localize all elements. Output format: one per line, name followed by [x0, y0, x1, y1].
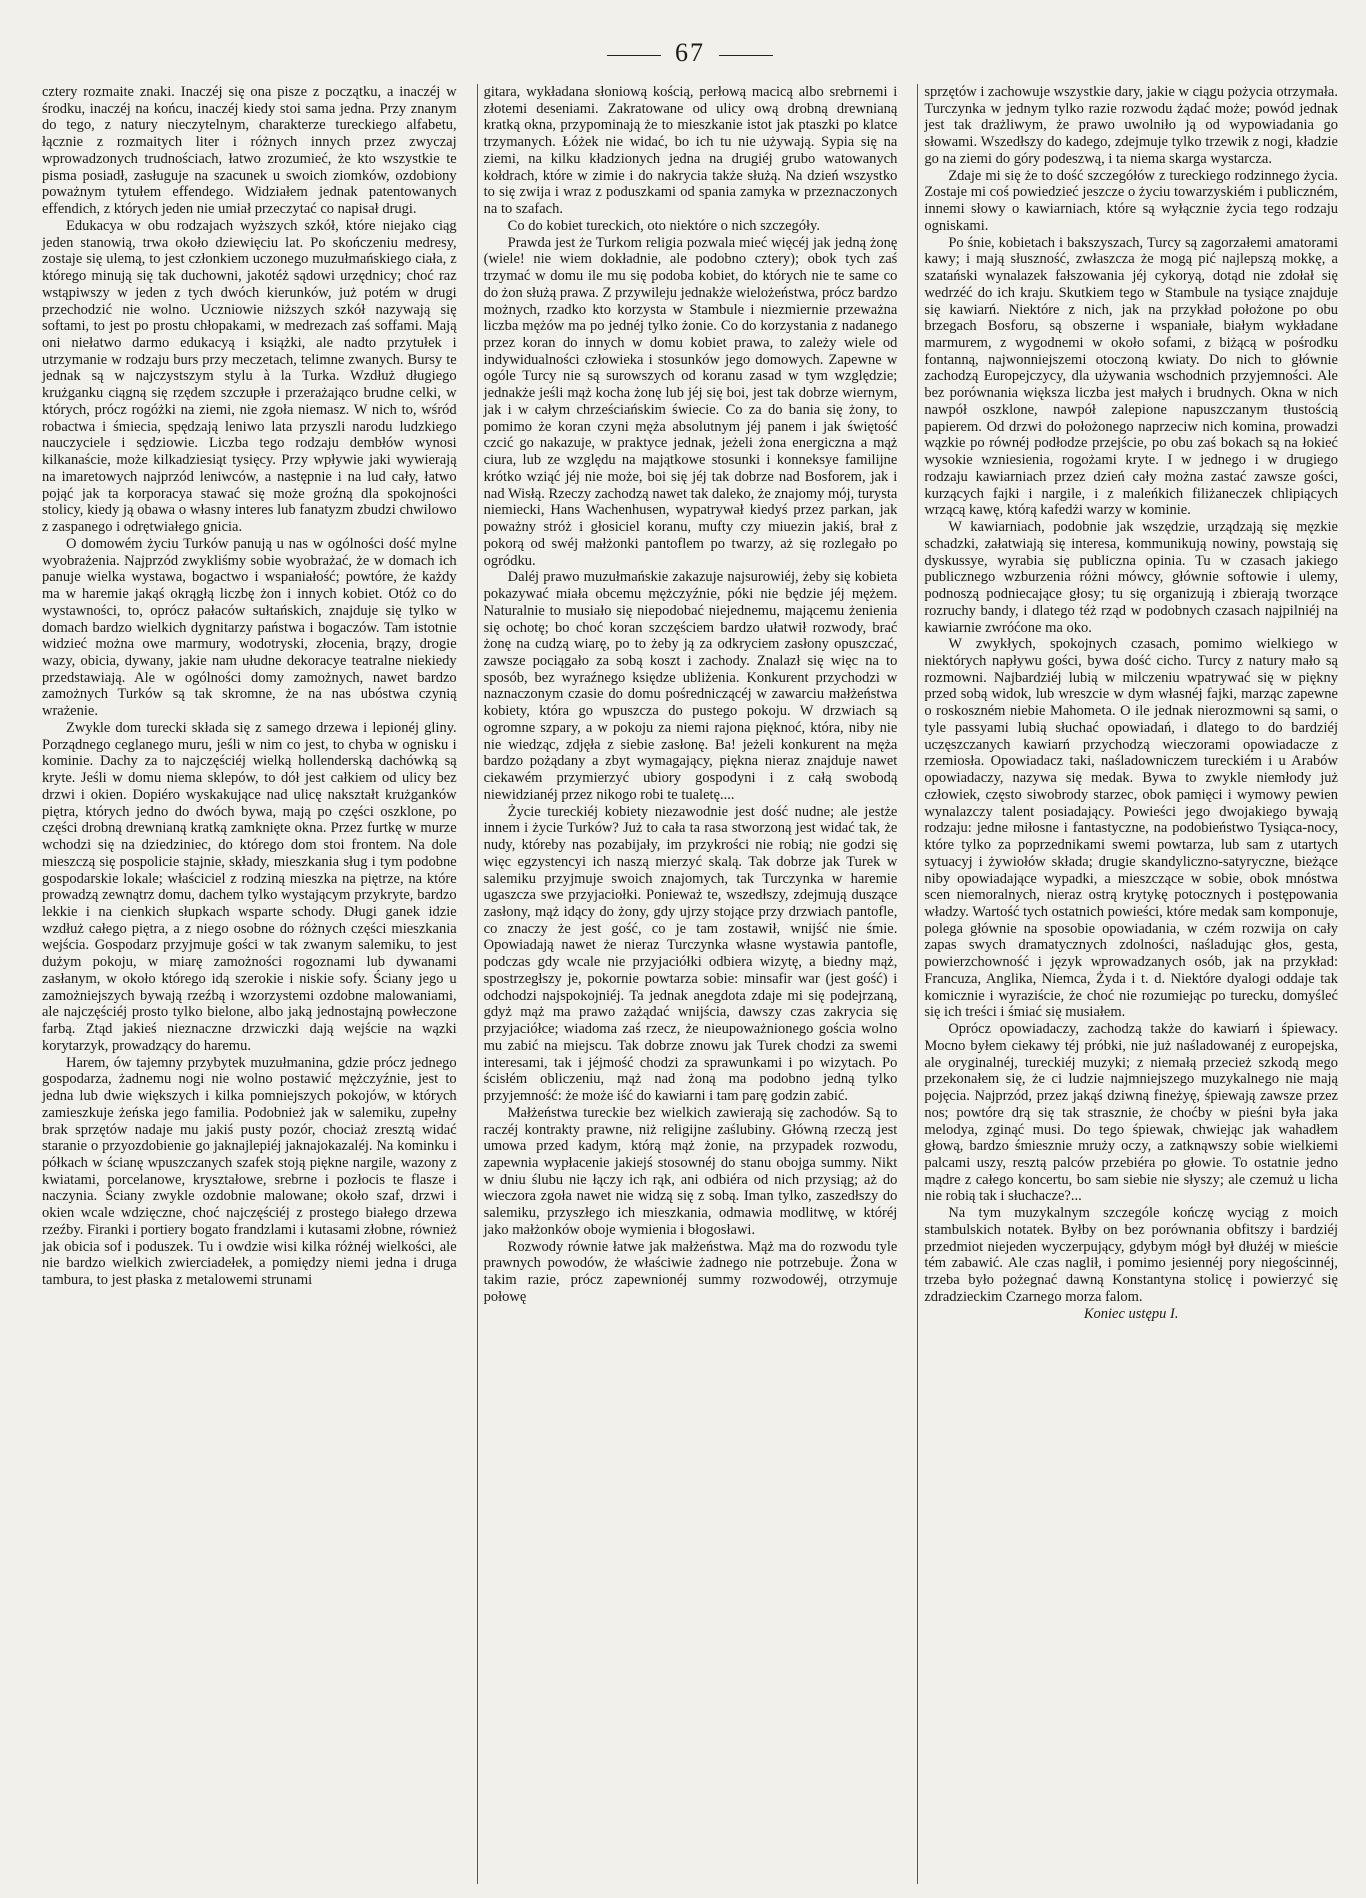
paragraph: Życie tureckiéj kobiety niezawodnie jest dość nudne; ale jestże innem i życie Turków? Już to cała ta rasa stworzoną jest widać tak, że nudy, któreby nas pozabijały, im przykrości nie robią; nie godzi się więc egzystencyi ich naszą mierzyć skalą. Tak dobrze jak Turek w salemiku przyjmuje swoich znajomych, tak Turczynka w haremie ugaszcza swe przyjaciołki. Ponieważ te, wszedłszy, zdejmują duszące zasłony, mąż idący do żony, gdy ujrzy stojące przy drzwiach pantofle, co znaczy że jest gość, co je tam zostawił, wnijść nie śmie. Opowiadają nawet że nieraz Turczynka własne wystawia pantofle, podczas gdy wcale nie przyjaciółki odbiera wizytę, a biedny mąż, spostrzegłszy je, pokornie powtarza sobie: minsafir war (jest gość) i odchodzi najspokojniéj. Ta jednak anegdota zdaje mi się podejrzaną, gdyż mąż ma prawo zażądać wnijścia, dawszy czas zakrycia się przyjaciółce; wiadoma zaś rzecz, że nieupoważnionego gościa wolno mu zabić na miejscu. Tak dobrze znowu jak Turek chodzi za swemi interesami, tak i jéjmość chodzi za sprawunkami i po wizytach. Po ścisłém obliczeniu, mąż nad żoną ma podobno jedną tylko przyjemność: że może iść do kawiarni i tam parę godzin zabić. — [483, 803, 898, 1105]
page-number: 67 — [675, 38, 705, 67]
paragraph: Harem, ów tajemny przybytek muzułmanina, gdzie prócz jednego gospodarza, żadnemu nogi nie wolno postawić mężczyźnie, jest to jedna lub dwie większych i kilka pomniejszych pokojów, w których zamieszkuje żeńska jego familia. Podobnież jak w salemiku, zupełny brak sprzętów nadaje mu jakiś pusty pozór, chociaż zresztą widać staranie o przyozdobienie go jaknajlepiéj jaknajokazaléj. Na kominku i półkach w ścianę wpuszczanych szafek stoją piękne nargile, wazony z kwiatami, porcelanowe, kryształowe, srebrne i pozłocis te flasze i naczynia. Ściany zwykle ozdobnie malowane; około szaf, drzwi i okien wcale wdzięczne, choć najczęściéj z prostego białego drzewa rzeźby. Firanki i portiery bogato frandzlami i kutasami złobne, również jak obicia sof i poduszek. Tu i owdzie wisi kilka różnéj wielkości, ale nie bardzo wielkich zwierciadełek, a pomiędzy niemi jedna i druga tambura, to jest płaska z metalowemi strunami — [42, 1054, 457, 1289]
rule-right — [719, 55, 773, 56]
paragraph: W zwykłych, spokojnych czasach, pomimo wielkiego w niektórych napływu gości, bywa dość cicho. Turcy z natury mało są rozmowni. Najbardziéj lubią w milczeniu wpatrywać się w piękny przed sobą widok, lub wreszcie w dym własnéj fajki, marząc zapewne o roskoszném niebie Mahometa. O ile jednak nierozmowni są sami, o tyle passyami lubią słuchać opowiadań, i dlatego to do bardziéj uczęszczanych kawiarń przychodzą wieczorami opowiadacze z rzemiosła. Opowiadacz taki, naśladowniczem tureckiém i u Arabów opowiadaczy, nazywa się medak. Bywa to zwykle niemłody już człowiek, często siwobrody starzec, obok pamięci i wymowy pewien wynalazczy talent posiadający. Powieści jego dwojakiego bywają rodzaju: jedne miłosne i fantastyczne, na podobieństwo Tysiąca-nocy, które tylko za poprzednikami swemi powtarza, lub sam z utartych sytuacyj i żywiołów składa; drugie skandyliczno-satyryczne, bieżące niby opowiadające wypadki, a mieszczące w sobie, obok mnóstwa scen niemoralnych, nieraz ostrą krytykę potocznych i postępowania władzy. Wartość tych ostatnich powieści, które medak sam komponuje, polega głównie na sposobie opowiadania, w czém rozwija on cały zapas swych dramatycznych zdolności, naśladując głos, gesta, powierzchowność i język wprowadzanych osób, jak na przykład: Francuza, Anglika, Niemca, Żyda i t. d. Niektóre dyalogi oddaje tak komicznie i wyraziście, że choć nie rozumiejąc po turecku, domyśleć się ich treści i śmiać się musiałem. — [924, 636, 1338, 1021]
closing-line: Koniec ustępu I. — [1083, 1305, 1179, 1322]
paragraph: sprzętów i zachowuje wszystkie dary, jakie w ciągu pożycia otrzymała. Turczynka w jednym tylko razie rozwodu żądać może; powód jednak jest tak drażliwym, że prawo uwolniło ją od wypowiadania go słowami. Wszedłszy do kadego, zdejmuje tylko trzewik z nogi, kładzie go na ziemi do góry podeszwą, i ta niema skarga wystarcza. — [924, 84, 1338, 167]
paragraph: Zdaje mi się że to dość szczegółów z tureckiego rodzinnego życia. Zostaje mi coś powiedzieć jeszcze o życiu towarzyskiém i publiczném, innemi słowy o kawiarniach, które są wyłącznie życia tego rodzaju ogniskami. — [924, 167, 1338, 234]
column-3 — [917, 84, 1344, 1884]
paragraph: Edukacya w obu rodzajach wyższych szkół, które niejako ciąg jeden stanowią, trwa około dziewięciu lat. Po skończeniu medresy, zostaje się ulemą, to jest członkiem uczonego muzułmańskiego ciała, z którego minują się tak duchowni, jakotéż sądowi urzędnicy; choć raz wstąpiwszy w jeden z tych dwóch kierunków, już potém w drugi przechodzić nie wolno. Uczniowie niższych szkół nazywają się softami, to jest po prostu chłopakami, w medrezach zaś soffami. Mają oni niełatwo darmo edukacyą i książki, ale nadto przytułek i utrzymanie w rodzaju burs przy meczetach, telimne zwanych. Bursy te jednak są w najczystszym stylu à la Turka. Wzdłuż długiego krużganku ciągną się rzędem szczupłe i przerażająco brudne celki, w których, prócz rogóżki na ziemi, nie zgoła niemasz. W nich to, wśród robactwa i śmiecia, spędzają leniwo lata przyszli narodu ludzkiego nauczyciele i sędziowie. Liczba tego rodzaju dembłów wynosi kilkanaście, może kilkadziesiąt tysięcy. Przy wpływie jaki wywierają na imaretowych najprzód leniwców, a następnie i na lud cały, łatwo pojąć jak ta korporacya stawać się może groźną dla spokojności stolicy, kiedy ją obawa o własny interes lub fanatyzm zbudzi chwilowo z zaspanego i odrętwiałego gnicia. — [42, 217, 457, 536]
paragraph: Zwykle dom turecki składa się z samego drzewa i lepionéj gliny. Porządnego ceglanego muru, jeśli w nim co jest, to chyba w ognisku i kominie. Dachy za to najczęściéj wielką hollenderską dachówką są kryte. Jeśli w domu niema sklepów, to dół jest całkiem od ulicy bez drzwi i okien. Dopiéro wyskakujące nad ulicę nakształt krużganków piętra, których jedno do dwóch bywa, mają po części oszklone, po części drobną drewnianą kratką zamknięte okna. Przez furtkę w murze wchodzi się na dziedziniec, do którego dom stoi frontem. Na dole mieszczą się pospolicie stajnie, składy, mieszkania sług i tym podobne gospodarskie lokale; właściciel z rodziną mieszka na piętrze, na które prowadzą zewnątrz domu, dachem tylko wystającym przykryte, bardzo lekkie i na cienkich słupkach wsparte schody. Długi ganek idzie wzdłuż całego piętra, a z niego osobne do różnych części mieszkania wejścia. Gospodarz przyjmuje gości w tak zwanym salemiku, to jest dużym pokoju, w miarę zamożności rogoznami lub dywanami zasłanym, w około którego idą szerokie i niskie sofy. Ściany jego u zamożniejszych bywają rzeźbą i wzorzystemi ozdobne malowaniami, ale najczęściéj prosto tylko bielone, albo jaką jednostajną powłeczone farbą. Ztąd jakieś nieznaczne drzwiczki dają wejście na wązki korytarzyk, prowadzący do haremu. — [42, 719, 457, 1054]
paragraph: Po śnie, kobietach i bakszyszach, Turcy są zagorzałemi amatorami kawy; i mają słuszność, zwłaszcza że mogą pić najlepszą mokkę, a szatański wynalazek fałszowania jéj cykoryą, dotąd nie zdołał się wedrzéć do ich kraju. Skutkiem tego w Stambule na tysiące znajduje się kawiarń. Niektóre z nich, jak na przykład położone po obu brzegach Bosforu, są obszerne i wspaniałe, białym wykładane marmurem, z wygodnemi w około sofami, z biżącą w pośrodku fontanną, najwonniejszemi otoczoną kwiaty. Do nich to głównie zachodzą Europejczycy, dla używania wschodnich przyjemności. Ale bez porównania większa liczba jest małych i brudnych. Okna w nich nawpół oszklone, nawpół zalepione napuszczanym tłustością papierem. Od drzwi do położonego naprzeciw nich komina, prowadzi wązkie po równéj podłodze przejście, po obu zaś bokach są na łokieć wysokie wzniesienia, rogożami kryte. I w jednego i w drugiego rodzaju kawiarniach przez dzień cały można zastać zawsze gości, kurzących fajki i nargile, i z maleńkich filiżaneczek chlipiących wrzącą kawę, którą kafedżi warzy w kominie. — [924, 234, 1338, 519]
rule-left — [607, 55, 661, 56]
paragraph: Daléj prawo muzułmańskie zakazuje najsurowiéj, żeby się kobieta pokazywać miała obcemu mężczyźnie, póki nie będzie jéj mężem. Naturalnie to musiało się niepodobać niejednemu, mającemu żenienia się ochotę; bo choć koran szczęściem bardzo ułatwił rozwody, brać żonę na cudzą wiarę, po to żeby ją za odkryciem zasłony opuszczać, zawsze pociągało za sobą koszt i zachody. Znalazł się więc na to sposób, bez wyraźnego księdze ubliżenia. Konkurent przychodzi w naznaczonym czasie do domu pośredniczącéj w zawarciu małżeństwa kobiety, która go wpuszcza do pustego pokoju. W drzwiach są ogromne szpary, a w pokoju za niemi rajona pięknoć, która, niby nie nie wiedząc, zdjęła z siebie zasłonę. Ba! jeżeli konkurent na męża bardzo pożądany a zbyt wymagający, piękna nieraz znajduje nawet ciekawém przymierzyć ubiory gospodyni i z całą swobodą niewidzianéj przez nikogo robi te tualetę.... — [483, 569, 898, 803]
paragraph: O domowém życiu Turków panują u nas w ogólności dość mylne wyobrażenia. Najprzód zwykliśmy sobie wyobrażać, że w domach ich panuje wielka wystawa, bogactwo i wspaniałość; powtóre, że każdy ma w haremie jakąś okrągłą liczbę żon i innych kobiet. Otóż co do wystawności, to, oprócz pałaców sułtańskich, znajduje się tylko w domach bardzo wielkich dygnitarzy państwa i bogaczów. Tam istotnie widzieć można owe marmury, wodotryski, złocenia, brązy, drogie wazy, obicia, dywany, jakie nam ułudne dekoracye teatralne niekiedy przedstawiają. Ale w ogólności domy zamożnych, nawet bardzo zamożnych Turków są tak skromne, że na nas ubóstwa czynią wrażenie. — [42, 535, 457, 720]
paragraph: Oprócz opowiadaczy, zachodzą także do kawiarń i śpiewacy. Mocno byłem ciekawy téj próbki, nie już naśladowanéj z europejska, ale oryginalnéj, tureckiéj muzyki; z niemałą przecież szkodą mego przekonałem się, że ci ludzie najmniejszego muzykalnego nie mają pojęcia. Najprzód, przez jakąś dziwną fineżyę, śpiewają zawsze przez nos; powtóre drą się tak strasznie, że choćby w pieśni była jaka melodya, zginąć musi. Do tego śpiewak, chwiejąc jak wahadłem głową, bardzo śmiesznie mruży oczy, a zatknąwszy sobie wielkiemi palcami uszy, resztą palców przebiéra po głowie. To ostatnie jedno mądre z całego koncertu, bo sam siebie nie słyszy; ale czemuż u licha nie robią tak i słuchacze?... — [924, 1021, 1338, 1205]
column-1 — [36, 84, 463, 1884]
text-columns — [36, 84, 1344, 1884]
paragraph: Na tym muzykalnym szczególe kończę wyciąg z moich stambulskich notatek. Byłby on bez porównania obfitszy i bardziéj przedmiot niejeden wyczerpujący, gdybym mógł był dłużéj w mieście tém zabawić. Ale czas naglił, i pomimo jesiennéj pory niegościnnéj, trzeba było pożegnać dawną Konstantyna stolicę i powierzyć się zdradzieckim Czarnego morza falom. — [924, 1205, 1338, 1305]
paragraph: Co do kobiet tureckich, oto niektóre o nich szczegóły. — [507, 217, 820, 234]
column-2 — [477, 84, 904, 1884]
paragraph: W kawiarniach, podobnie jak wszędzie, urządzają się męzkie schadzki, załatwiają się interesa, kommunikują nowiny, powstają się dyskussye, wyrabia się publiczna opinia. Tu w czasach jakiego publicznego wzburzenia różni mówcy, głównie softowie i ulemy, podnoszą podniecające głosy; tu się organizują i zbierają tworzące rozruchy bandy, i dlatego téż rząd w podobnych czasach najpilniéj na kawiarnie zwróćone ma oko. — [924, 519, 1338, 636]
page-number-header — [36, 36, 1344, 70]
paragraph: gitara, wykładana słoniową kością, perłową macicą albo srebrnemi i złotemi deseniami. Zakratowane od ulicy ową drobną drewnianą kratką okna, przypominają że to mieszkanie istot jak ptaszki po klatce trzymanych. Łóżek nie widać, bo ich tu nie używają. Sypia się na ziemi, na kilku kładzionych jedna na drugiéj grubo watowanych kołdrach, które w zimie i do nakrycia także służą. Na dzień wszystko to się zwija i wraz z poduszkami od spania zamyka w przeznaczonych na to szafach. — [483, 84, 898, 218]
paragraph: Prawda jest że Turkom religia pozwala mieć więcéj jak jedną żonę (wiele! nie wiem dokładnie, ale podobno cztery); obok tych zaś trzymać w domu ile mu się podoba kobiet, do których nie te same co do żon służą prawa. Z przywileju jednakże wielożeństwa, prócz bardzo możnych, rzadko kto korzysta w Stambule i niezmiernie przeważna liczba mężów ma po jednéj tylko żonie. Co do korzystania z nadanego przez koran do innych w domu kobiet prawa, to zależy wiele od indywidualności człowieka i stosunków jego domowych. Zapewne w ogóle Turcy nie są surowszych od koranu zasad w tym względzie; jednakże jeśli mąż kocha żonę lub jéj się boi, jest tak dobrze wiernym, jak i w całym chrześciańskim świecie. Co za do bania się żony, to pomimo że koran czyni męża absolutnym jéj panem i jak świętość czcić go nakazuje, w praktyce jednak, jeżeli żona energiczna a mąż ciura, lub ze względu na majątkowe stosunki i konneksye familijne krótko wziąć jéj nie może, boi się jéj tak dobrze nad Bosforem, jak i nad Wisłą. Rzeczy zachodzą nawet tak daleko, że znajomy mój, turysta niemiecki, Hans Wachenhusen, wypatrywał kiedyś przez parkan, jak poważny stróż i głosiciel koranu, mufty czy miuezin jakiś, brał z pokorą od swéj małżonki pantoflem po twarzy, aż się rozlegało po ogródku. — [483, 234, 898, 569]
paragraph: cztery rozmaite znaki. Inaczéj się ona pisze z początku, a inaczéj w środku, inaczéj na końcu, inaczéj kiedy stoi sama jedna. Przy znanym do tego, z natury nieczytelnym, charakterze tureckiego alfabetu, łącznie z rozmaitych liter i różnych innych przez zwyczaj wprowadzonych trudnościach, łatwo zrozumieć, że kto wszystkie te pisma posiadł, zasługuje na szacunek u swoich ziomków, ozdobiony poważnym tytułem effendego. Widziałem jednak patentowanych effendich, z których jeden nie umiał przeczytać co napisał drugi. — [42, 84, 457, 218]
paragraph: Rozwody równie łatwe jak małżeństwa. Mąż ma do rozwodu tyle prawnych powodów, że właściwie żadnego nie potrzebuje. Żona w takim razie, prócz zapewnionéj summy rozwodowéj, otrzymuje połowę — [483, 1238, 898, 1305]
paragraph: Małżeństwa tureckie bez wielkich zawierają się zachodów. Są to raczéj kontrakty prawne, niż religijne zaślubiny. Główną rzeczą jest umowa przed kadym, którą mąż żonie, na przypadek rozwodu, zapewnia wypłacenie jakiejś stosownéj do stanu obojga summy. Nikt w dniu ślubu nie łączy ich rąk, ani odbiéra od nich przysiąg; aż do wieczora zgoła nawet nie widzą się z sobą. Iman tylko, zaszedłszy do salemiku, przyszłego ich mieszkania, odmawia modlitwę, w któréj jako małżonków oboje wymienia i błogosławi. — [483, 1104, 898, 1238]
